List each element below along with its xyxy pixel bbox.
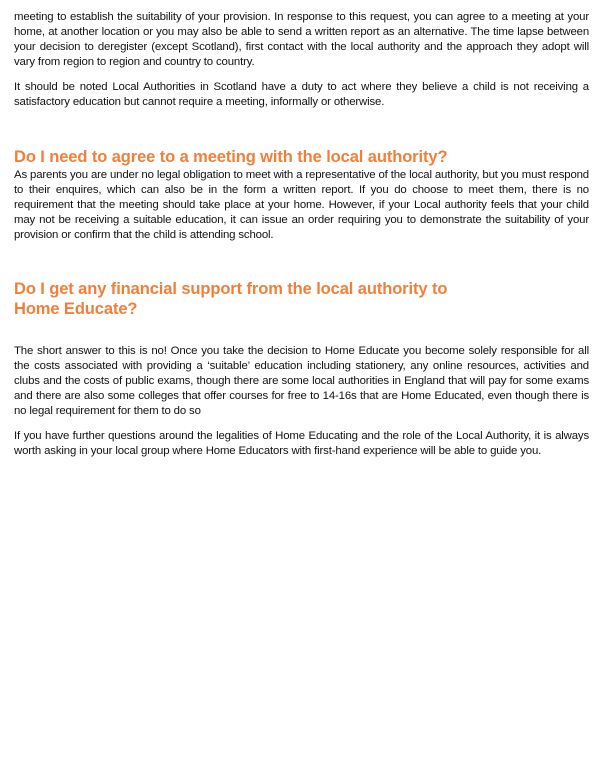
meeting-section-heading: Do I need to agree to a meeting with the local authority? [14, 148, 448, 166]
intro-paragraph: meeting to establish the suitability of your provision. In response to this request, you can agree to a meeting at your home, at another location or you may also be able to send a written report as an alternative. The time lapse between your decision to deregister (except Scotland), first contact with the local authority and the approach they adopt will vary from region to region and country to country. [14, 11, 589, 68]
scotland-note-paragraph: It should be noted Local Authorities in Scotland have a duty to act where they believe a child is not receiving a satisfactory education but cannot require a meeting, informally or otherwise. [14, 81, 589, 108]
financial-support-body: The short answer to this is no! Once you take the decision to Home Educate you become solely responsible for all the costs associated with providing a ‘suitable’ education including stationery, any online resources, activities and clubs and the costs of public exams, though there are some local authorities in England that will pay for some exams and there are also some colleges that offer courses for free to 14-16s that are Home Educated, even though there is no legal requirement for them to do so [14, 345, 589, 417]
financial-support-heading: Do I get any financial support from the local authority to Home Educate? [14, 280, 448, 318]
further-questions-paragraph: If you have further questions around the legalities of Home Educating and the role of the Local Authority, it is always worth asking in your local group where Home Educators with first-hand experience will be able to guide you. [14, 430, 589, 457]
meeting-section-body: As parents you are under no legal obligation to meet with a representative of the local authority, but you must respond to their enquires, which can also be in the form a written report. If you do choose to meet them, there is no requirement that the meeting should take place at your home. However, if your Local authority feels that your child may not be receiving a suitable education, it can issue an order requiring you to demonstrate the suitability of your provision or confirm that the child is attending school. [14, 169, 589, 241]
document-page [14, 10, 589, 459]
